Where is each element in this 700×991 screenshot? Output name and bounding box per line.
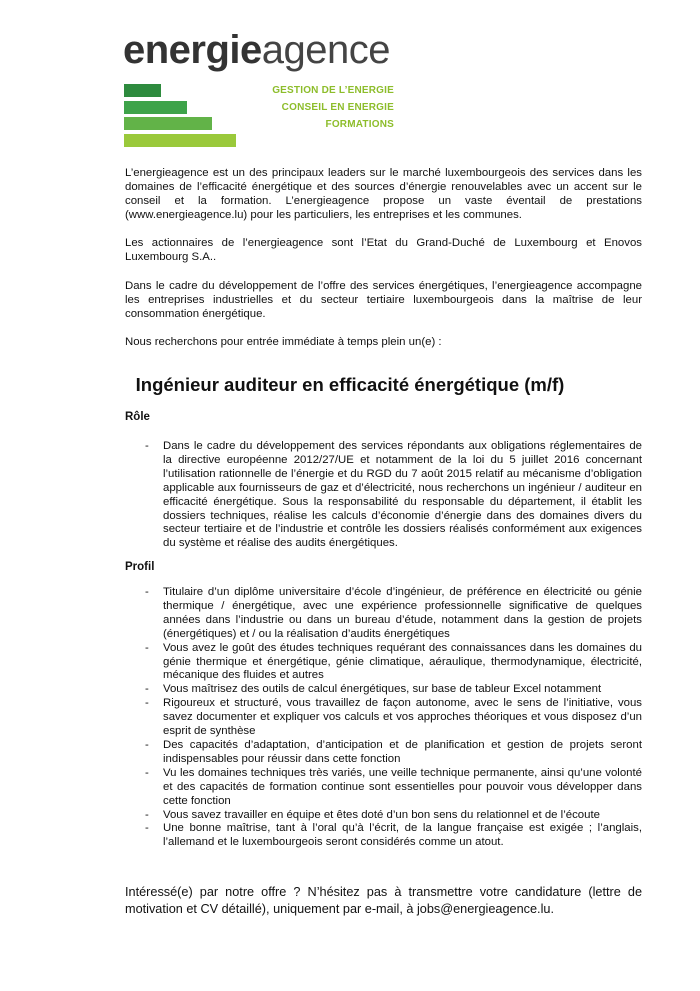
list-item-text: Une bonne maîtrise, tant à l’oral qu’à l’écrit, de la langue française est exigée ; l’anglais, l’allemand et le luxembourgeois seront considérés comme un atout. [163,822,642,849]
role-list [125,440,642,551]
list-item-text: Rigoureux et structuré, vous travaillez de façon autonome, avec le sens de l’initiative, vous savez documenter et expliquer vos calculs et vos approches théoriques et vous disposez d’un esprit de synthèse [163,697,642,738]
list-marker: - [145,683,149,696]
list-marker: - [145,697,149,710]
list-marker: - [145,822,149,835]
list-marker: - [145,808,149,821]
list-item-text: Vous maîtrisez des outils de calcul énergétiques, sur base de tableur Excel notamment [163,683,602,696]
list-marker: - [145,641,149,654]
role-heading: Rôle [125,411,150,423]
profil-list [125,586,642,850]
list-item [125,809,642,823]
list-item [125,822,642,850]
logo-bar-1 [124,84,161,97]
job-title: Ingénieur auditeur en efficacité énergétique (m/f) [135,374,565,395]
logo-word-light: agence [261,28,391,72]
list-item [125,697,642,739]
profil-heading: Profil [125,561,155,573]
list-marker: - [145,766,149,779]
logo-word-bold: energie [123,28,262,72]
logo-bar-2 [124,101,187,114]
contact-paragraph: Intéressé(e) par notre offre ? N’hésitez pas à transmettre votre candidature (lettre de motivation et CV détaillé), uniquement par e-mail, à jobs@energieagence.lu. [125,884,642,916]
list-item [125,440,642,551]
intro-paragraph-3: Dans le cadre du développement de l’offre des services énergétiques, l’energieagence accompagne les entreprises industrielles et du secteur tertiaire luxembourgeois dans la maîtrise de leur consommation énergétique. [125,279,642,320]
logo-bar-3 [124,117,212,130]
list-item-text: Vu les domaines techniques très variés, une veille technique permanente, ainsi qu’une volonté et des capacités de formation continue sont essentielles pour pouvoir vous développer dans cette fonction [163,766,642,807]
list-marker: - [145,738,149,751]
list-item-text: Des capacités d’adaptation, d’anticipation et de planification et gestion de projets seront indispensables pour réussir dans cette fonction [163,738,642,765]
list-item [125,683,642,697]
list-marker: - [145,440,149,452]
list-item-text: Dans le cadre du développement des services répondants aux obligations réglementaires de la directive européenne 2012/27/UE et notamment de la loi du 5 juillet 2016 concernant l’utilisation rationnelle de l’énergie et du RGD du 7 août 2015 relatif au mécanisme d’obligation applicable aux fournisseurs de gaz et d’électricité, nous recherchons un ingénieur / auditeur en efficacité énergétique. Sous la responsabilité du responsable du département, il établit les dossiers techniques, réalise les calculs d’économie d’énergie dans des domaines divers du secteur tertiaire et de l’industrie et contrôle les dossiers réalisés conformément aux exigences du système et réalise des audits énergétiques. [163,440,642,550]
logo-bar-4 [124,134,236,147]
list-item [125,739,642,767]
list-marker: - [145,586,149,598]
tagline-line-2: CONSEIL EN ENERGIE [281,102,394,113]
intro-paragraph-4: Nous recherchons pour entrée immédiate à temps plein un(e) : [125,335,442,348]
intro-paragraph-2: Les actionnaires de l’energieagence sont l’Etat du Grand-Duché de Luxembourg et Enovos Luxembourg S.A.. [125,237,642,264]
intro-section [125,166,642,349]
tagline [272,82,394,133]
company-logo [123,30,390,70]
tagline-line-3: FORMATIONS [325,119,394,130]
list-item-text: Titulaire d’un diplôme universitaire d’école d’ingénieur, de préférence en électricité ou génie thermique / énergétique, avec une expérience professionnelle significative de quelques années dans l’industrie ou dans un bureau d’étude, notamment dans la gestion de projets (énergétiques) et / ou la réalisation d’audits énergétiques [163,586,642,640]
tagline-line-1: GESTION DE L’ENERGIE [272,85,394,96]
list-item-text: Vous savez travailler en équipe et êtes doté d’un bon sens du relationnel et de l’écoute [163,808,600,821]
intro-paragraph-1: L’energieagence est un des principaux leaders sur le marché luxembourgeois des services dans les domaines de l’efficacité énergétique et des sources d’énergie renouvelables avec un accent sur le conseil et la formation. L’energieagence propose un vaste éventail de prestations (www.energieagence.lu) pour les particuliers, les entreprises et les communes. [125,167,642,222]
list-item [125,586,642,642]
list-item [125,767,642,809]
list-item-text: Vous avez le goût des études techniques requérant des connaissances dans les domaines du génie thermique et énergétique, génie climatique, aéraulique, thermodynamique, électricité, mécanique des fluides et autres [163,641,642,682]
list-item [125,642,642,684]
